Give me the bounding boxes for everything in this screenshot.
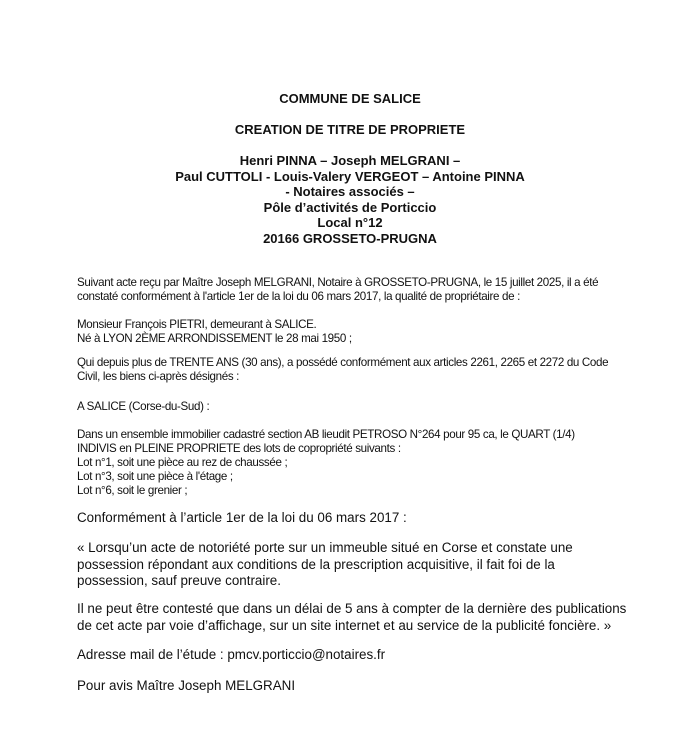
- signature-line: Pour avis Maître Joseph MELGRANI: [77, 678, 296, 693]
- quote-paragraph: [77, 540, 573, 590]
- contest-line: Il ne peut être contesté que dans un délai de 5 ans à compter de la dernière des publications: [77, 601, 627, 616]
- location-line: A SALICE (Corse-du-Sud) :: [77, 400, 210, 413]
- signature-paragraph: [77, 678, 295, 695]
- intro-paragraph: [77, 276, 598, 304]
- law-reference-paragraph: [77, 510, 407, 527]
- contest-line: de cet acte par voie d’affichage, sur un site internet et au service de la publicité foncière. »: [77, 617, 612, 633]
- email-label: Adresse mail de l’étude :: [77, 647, 228, 662]
- quote-line: « Lorsqu’un acte de notoriété porte sur un immeuble situé en Corse et constate une: [77, 540, 573, 555]
- possession-line: Qui depuis plus de TRENTE ANS (30 ans), a possédé conformément aux articles 2261, 2265 et 2272 du Code: [77, 356, 609, 369]
- header-title-block: [0, 122, 700, 138]
- possession-line: Civil, les biens ci-après désignés :: [77, 370, 240, 383]
- notaries-role: - Notaires associés –: [285, 184, 415, 199]
- property-line: INDIVIS en PLEINE PROPRIETE des lots de copropriété suivants :: [77, 442, 401, 455]
- document-title: CREATION DE TITRE DE PROPRIETE: [234, 122, 466, 137]
- lot-item: Lot n°6, soit le grenier ;: [77, 484, 188, 497]
- owner-birth-line: Né à LYON 2ÈME ARRONDISSEMENT le 28 mai 1950 ;: [77, 332, 352, 345]
- possession-paragraph: [77, 356, 608, 384]
- office-address-line-2: Local n°12: [317, 215, 383, 230]
- intro-line: constaté conformément à l'article 1er de la loi du 06 mars 2017, la qualité de propriétaire de :: [77, 290, 520, 303]
- quote-line: possession, sauf preuve contraire.: [77, 573, 281, 588]
- location-paragraph: [77, 400, 209, 414]
- commune-title: COMMUNE DE SALICE: [279, 91, 421, 106]
- law-reference-line: Conformément à l’article 1er de la loi du 06 mars 2017 :: [77, 510, 407, 525]
- office-address-line-3: 20166 GROSSETO-PRUGNA: [263, 230, 437, 246]
- quote-line: possession répondant aux conditions de la prescription acquisitive, il fait foi de la: [77, 556, 555, 572]
- property-paragraph: [77, 428, 575, 498]
- office-address-line-1: Pôle d’activités de Porticcio: [263, 199, 437, 215]
- notaries-line-2: Paul CUTTOLI - Louis-Valery VERGEOT – Antoine PINNA: [175, 168, 525, 184]
- intro-line: Suivant acte reçu par Maître Joseph MELGRANI, Notaire à GROSSETO-PRUGNA, le 15 juillet 2025, il a été: [77, 276, 599, 289]
- notary-office-block: [0, 153, 700, 246]
- notaries-line-1: Henri PINNA – Joseph MELGRANI –: [239, 153, 461, 168]
- header-commune: [0, 91, 700, 107]
- lot-item: Lot n°3, soit une pièce à l'étage ;: [77, 470, 233, 483]
- email-address-link[interactable]: pmcv.porticcio@notaires.fr: [227, 647, 386, 662]
- contest-paragraph: [77, 601, 626, 634]
- owner-name-line: Monsieur François PIETRI, demeurant à SALICE.: [77, 318, 317, 331]
- owner-paragraph: [77, 318, 352, 346]
- email-paragraph: [77, 647, 385, 664]
- lot-item: Lot n°1, soit une pièce au rez de chaussée ;: [77, 456, 288, 469]
- property-line: Dans un ensemble immobilier cadastré section AB lieudit PETROSO N°264 pour 95 ca, le QUART (1/4): [77, 428, 575, 441]
